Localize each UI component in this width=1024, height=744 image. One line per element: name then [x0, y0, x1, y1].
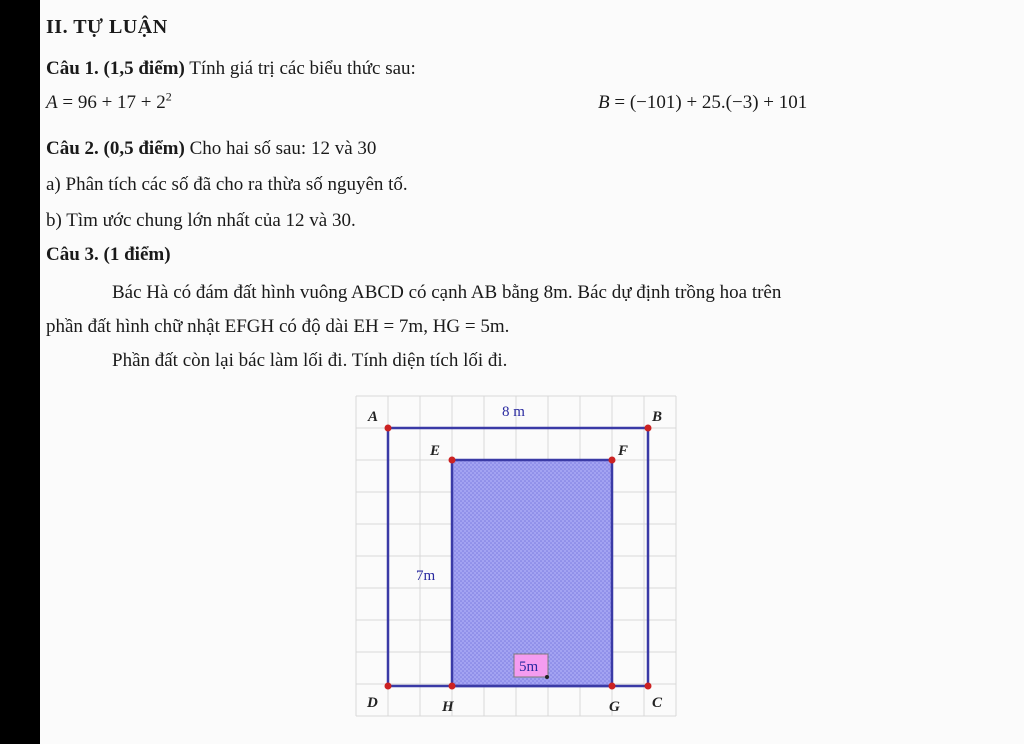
- dimension-ab: 8 m: [502, 404, 525, 420]
- point-g: [609, 683, 616, 690]
- point-c: [645, 683, 652, 690]
- dimension-eh: 7m: [416, 568, 436, 584]
- question-3-line-2: phần đất hình chữ nhật EFGH có độ dài EH = 7m, HG = 5m.: [46, 316, 510, 337]
- dimension-hg: 5m: [519, 659, 539, 675]
- question-1-label: Câu 1. (1,5 điểm): [46, 58, 185, 79]
- worksheet-page: [40, 0, 1024, 744]
- expression-a-body: = 96 + 17 + 2: [57, 92, 166, 113]
- label-b: B: [652, 409, 663, 425]
- question-2-text: Cho hai số sau: 12 và 30: [184, 138, 377, 159]
- label-a: A: [368, 409, 379, 425]
- point-d: [385, 683, 392, 690]
- tag-marker: [545, 675, 549, 679]
- expression-b-body: = (−101) + 25.(−3) + 101: [609, 92, 808, 113]
- expression-a-name: A: [46, 92, 58, 113]
- label-h: H: [442, 699, 454, 715]
- question-3-label: Câu 3. (1 điểm): [46, 244, 171, 265]
- flower-bed-efgh: [452, 460, 612, 686]
- expression-b-name: B: [598, 92, 610, 113]
- question-2-label: Câu 2. (0,5 điểm): [46, 138, 185, 159]
- point-a: [385, 425, 392, 432]
- point-b: [645, 425, 652, 432]
- point-h: [449, 683, 456, 690]
- label-c: C: [652, 695, 663, 711]
- expression-a-exponent: 2: [165, 89, 172, 104]
- point-e: [449, 457, 456, 464]
- label-f: F: [618, 443, 629, 459]
- label-e: E: [430, 443, 441, 459]
- section-title: II. TỰ LUẬN: [46, 16, 168, 38]
- question-3-line-1: Bác Hà có đám đất hình vuông ABCD có cạnh AB bằng 8m. Bác dự định trồng hoa trên: [112, 282, 782, 303]
- label-g: G: [609, 699, 620, 715]
- question-1-text: Tính giá trị các biểu thức sau:: [184, 58, 416, 79]
- point-f: [609, 457, 616, 464]
- question-2-part-a: a) Phân tích các số đã cho ra thừa số nguyên tố.: [46, 174, 408, 195]
- question-2-part-b: b) Tìm ước chung lớn nhất của 12 và 30.: [46, 210, 356, 231]
- label-d: D: [367, 695, 378, 711]
- question-3-line-3: Phần đất còn lại bác làm lối đi. Tính diện tích lối đi.: [112, 350, 508, 371]
- garden-figure: [40, 0, 1024, 744]
